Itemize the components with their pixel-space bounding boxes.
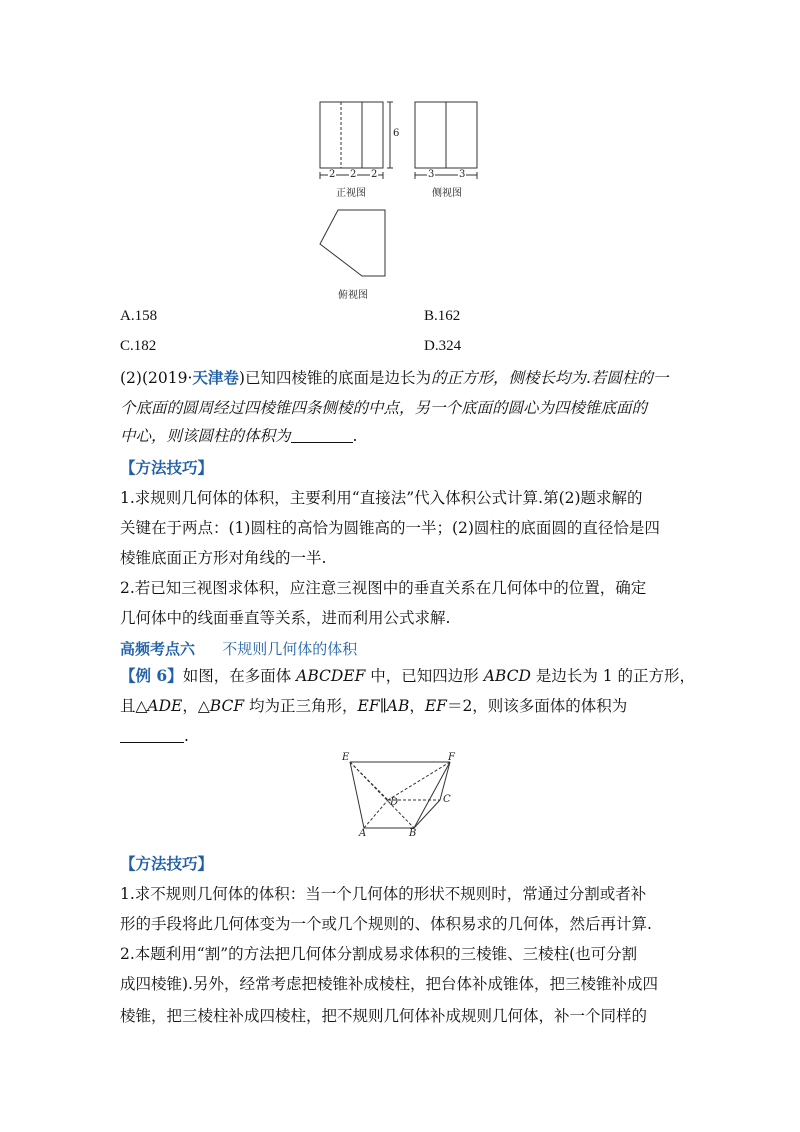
kaodian-heading xyxy=(120,638,357,659)
method2-p2-l3: 棱锥，把三棱柱补成四棱柱，把不规则几何体补成规则几何体，补一个同样的 xyxy=(120,1007,648,1025)
ex6-l2e: 均为正三角形， xyxy=(244,697,358,715)
q2-text-a: )已知四棱锥的底面是边长为 xyxy=(238,369,431,387)
vertex-B: B xyxy=(409,828,417,839)
ex6-l2h: EF xyxy=(424,697,447,715)
ex6-c: 中，已知四边形 xyxy=(365,667,484,685)
side-view-label: 侧视图 xyxy=(432,188,462,199)
dim-front-c: 2 xyxy=(371,169,378,180)
option-a: A.158 xyxy=(120,308,158,324)
ex6-e: 是边长为 1 的正方形， xyxy=(530,667,696,685)
side-view xyxy=(415,102,477,179)
q2-text-c: .若圆柱的一 xyxy=(585,369,669,387)
q2-line2: 个底面的圆周经过四棱锥四条侧棱的中点，另一个底面的圆心为四棱锥底面的 xyxy=(120,399,648,417)
three-view-figure xyxy=(300,92,500,304)
ex6-l2i: ＝2，则该多面体的体积为 xyxy=(446,697,628,715)
dim-side-b: 3 xyxy=(459,169,466,180)
ex6-l2g: ， xyxy=(409,697,425,715)
ex6-l2c: ，△ xyxy=(182,697,210,715)
method1-p2-l1: 2.若已知三视图求体积，应注意三视图中的垂直关系在几何体中的位置，确定 xyxy=(120,579,647,597)
option-c: C.182 xyxy=(120,338,157,354)
method1-p1-l1: 1.求规则几何体的体积，主要利用“直接法”代入体积公式计算.第(2)题求解的 xyxy=(120,489,643,507)
vertex-D: D xyxy=(390,797,399,808)
ex6-answer-blank[interactable] xyxy=(120,728,184,743)
ex6-b: ABCDEF xyxy=(296,667,366,685)
ex6-d: ABCD xyxy=(483,667,531,685)
method2-p2-l2: 成四棱锥).另外，经常考虑把棱锥补成棱柱，把台体补成锥体，把三棱锥补成四 xyxy=(120,975,658,993)
ex6-a: 如图，在多面体 xyxy=(182,667,297,685)
dim-side-a: 3 xyxy=(428,169,435,180)
option-d: D.324 xyxy=(424,338,462,354)
q2-prefix: (2)(2019· xyxy=(120,369,193,387)
method2-p2-l1: 2.本题利用“割”的方法把几何体分割成易求体积的三棱锥、三棱柱(也可分割 xyxy=(120,945,638,963)
front-view-label: 正视图 xyxy=(336,188,366,199)
q2-text-b: 的正方形，侧棱长均为 xyxy=(430,369,586,387)
option-b: B.162 xyxy=(424,308,461,324)
dim-height-label: 6 xyxy=(393,128,400,139)
vertex-E: E xyxy=(342,752,350,763)
vertex-F: F xyxy=(448,752,455,763)
front-view xyxy=(320,102,393,179)
vertex-A: A xyxy=(359,828,367,839)
method1-p1-l2: 关键在于两点：(1)圆柱的高恰为圆锥高的一半；(2)圆柱的底面圆的直径恰是四 xyxy=(120,519,660,537)
dim-front-a: 2 xyxy=(329,169,336,180)
example6-line2 xyxy=(120,696,680,716)
ex6-l2a: 且△ xyxy=(120,697,148,715)
ex6-l2f: EF∥AB xyxy=(357,697,410,715)
method1-p1-l3: 棱锥底面正方形对角线的一半. xyxy=(120,549,327,567)
method2-title: 【方法技巧】 xyxy=(120,854,214,873)
vertex-C: C xyxy=(443,794,451,805)
kaodian-label: 高频考点六 xyxy=(120,640,196,658)
q2-line1 xyxy=(120,368,680,388)
kaodian-title: 不规则几何体的体积 xyxy=(222,640,358,658)
q2-line3-text: 中心，则该圆柱的体积为 xyxy=(120,427,291,445)
method2-p1-l2: 形的手段将此几何体变为一个或几个规则的、体积易求的几何体，然后再计算. xyxy=(120,915,652,933)
q2-source: 天津卷 xyxy=(192,368,239,387)
method1-title: 【方法技巧】 xyxy=(120,458,214,477)
method2-p1-l1: 1.求不规则几何体的体积：当一个几何体的形状不规则时，常通过分割或者补 xyxy=(120,885,647,903)
q2-line3: 中心，则该圆柱的体积为 . xyxy=(120,427,358,445)
example6-line3: . xyxy=(120,726,680,746)
ex6-l2b: ADE xyxy=(147,697,183,715)
top-view xyxy=(320,210,385,276)
top-view-label: 俯视图 xyxy=(338,290,368,301)
q2-answer-blank[interactable] xyxy=(291,428,353,443)
dim-front-b: 2 xyxy=(350,169,357,180)
ex6-l2d: BCF xyxy=(209,697,245,715)
example6-tag: 【例 6】 xyxy=(120,666,183,685)
method1-p2-l2: 几何体中的线面垂直等关系，进而利用公式求解. xyxy=(120,609,451,627)
example6-line1 xyxy=(120,666,696,686)
